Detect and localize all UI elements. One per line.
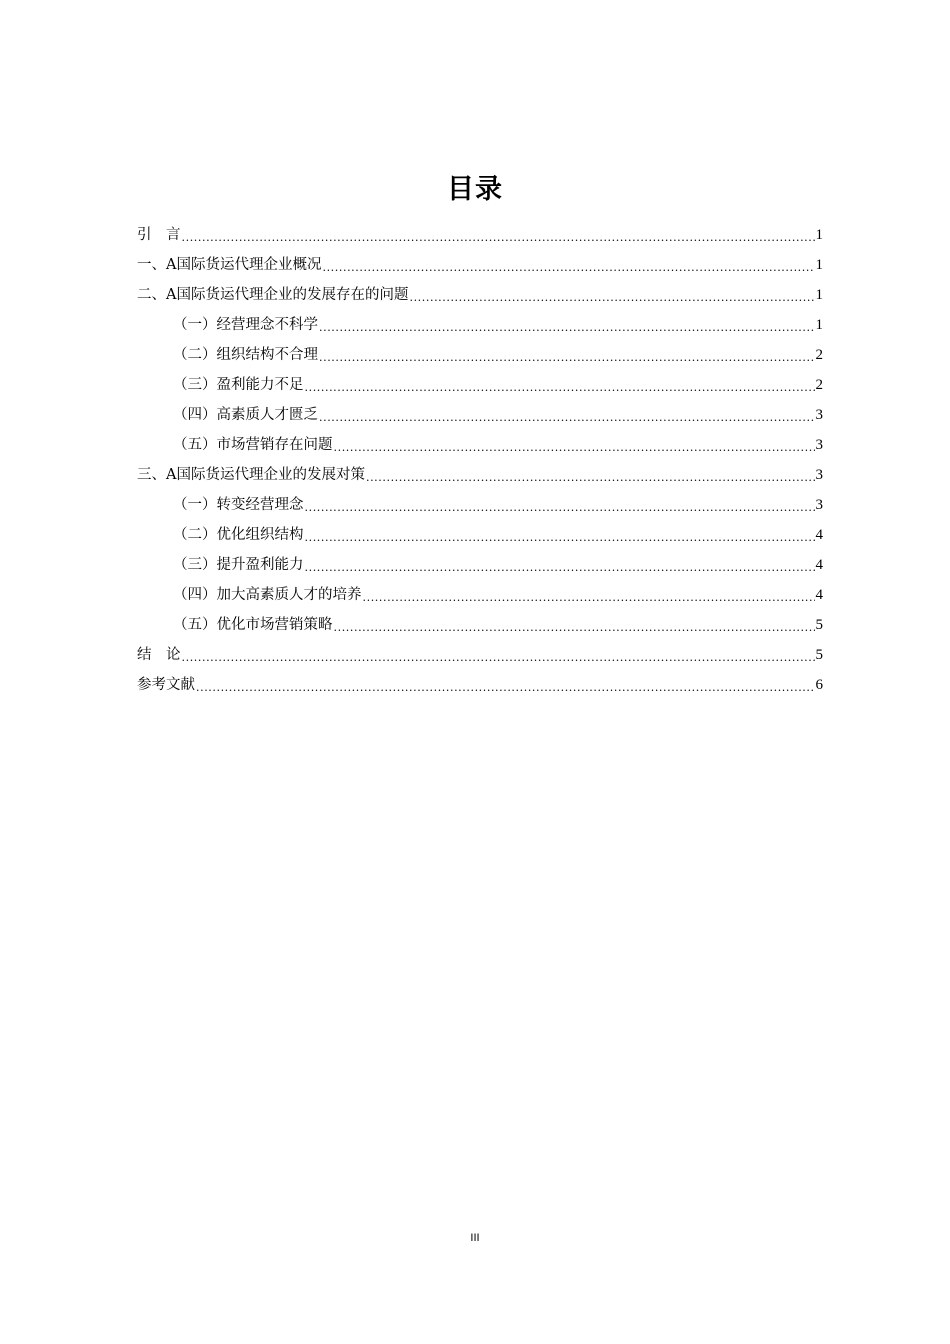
toc-entry-conclusion[interactable] [137, 640, 823, 670]
toc-entry-references[interactable] [137, 670, 823, 700]
toc-leader-dots [319, 310, 815, 340]
toc-page-number: 1 [815, 287, 823, 303]
table-of-contents [137, 220, 823, 700]
toc-page-number: 6 [815, 677, 823, 693]
toc-entry-label: 参考文献 [137, 677, 195, 693]
toc-entry-label: （三）提升盈利能力 [173, 557, 304, 573]
page-number-footer: III [470, 1232, 480, 1244]
toc-page-number: 3 [815, 497, 823, 513]
toc-leader-dots [322, 250, 814, 280]
toc-entry-label: 引 言 [137, 227, 181, 243]
toc-entry-section-3[interactable] [137, 460, 823, 490]
toc-page-number: 3 [815, 467, 823, 483]
toc-entry-section-2[interactable] [137, 280, 823, 310]
toc-page-number: 3 [815, 437, 823, 453]
toc-page-number: 1 [815, 227, 823, 243]
page-title: 目录 [447, 174, 503, 205]
toc-entry-label: （三）盈利能力不足 [173, 377, 304, 393]
toc-leader-dots [366, 460, 815, 490]
toc-entry-section-2-2[interactable] [137, 340, 823, 370]
toc-leader-dots [334, 610, 815, 640]
toc-entry-section-3-2[interactable] [137, 520, 823, 550]
toc-entry-label: 结 论 [137, 647, 181, 663]
toc-page-number: 5 [815, 647, 823, 663]
toc-entry-label: （一）转变经营理念 [173, 497, 304, 513]
toc-leader-dots [305, 370, 815, 400]
toc-leader-dots [319, 400, 815, 430]
toc-entry-label: （二）组织结构不合理 [173, 347, 318, 363]
toc-entry-section-1[interactable] [137, 250, 823, 280]
toc-entry-label: （四）高素质人才匮乏 [173, 407, 318, 423]
toc-entry-section-3-3[interactable] [137, 550, 823, 580]
toc-page-number: 2 [815, 377, 823, 393]
toc-entry-section-2-5[interactable] [137, 430, 823, 460]
toc-leader-dots [363, 580, 815, 610]
toc-page-number: 1 [815, 317, 823, 333]
toc-leader-dots [182, 640, 815, 670]
toc-leader-dots [182, 220, 815, 250]
toc-page-number: 4 [815, 527, 823, 543]
toc-page-number: 4 [815, 587, 823, 603]
toc-page-number: 1 [815, 257, 823, 273]
toc-entry-label: （五）优化市场营销策略 [173, 617, 333, 633]
toc-leader-dots [196, 670, 815, 700]
toc-entry-section-2-4[interactable] [137, 400, 823, 430]
toc-leader-dots [319, 340, 815, 370]
toc-entry-section-2-3[interactable] [137, 370, 823, 400]
toc-page-number: 2 [815, 347, 823, 363]
toc-entry-label: （一）经营理念不科学 [173, 317, 318, 333]
toc-entry-intro[interactable] [137, 220, 823, 250]
toc-leader-dots [409, 280, 814, 310]
toc-entry-section-3-1[interactable] [137, 490, 823, 520]
toc-entry-section-3-5[interactable] [137, 610, 823, 640]
toc-page-number: 3 [815, 407, 823, 423]
toc-page-number: 5 [815, 617, 823, 633]
toc-entry-label: （四）加大高素质人才的培养 [173, 587, 362, 603]
toc-leader-dots [305, 550, 815, 580]
toc-entry-label: （二）优化组织结构 [173, 527, 304, 543]
toc-leader-dots [334, 430, 815, 460]
toc-leader-dots [305, 520, 815, 550]
toc-entry-section-3-4[interactable] [137, 580, 823, 610]
toc-entry-label: 二、A国际货运代理企业的发展存在的问题 [137, 287, 409, 303]
toc-entry-section-2-1[interactable] [137, 310, 823, 340]
toc-entry-label: 三、A国际货运代理企业的发展对策 [137, 467, 365, 483]
toc-leader-dots [305, 490, 815, 520]
toc-entry-label: （五）市场营销存在问题 [173, 437, 333, 453]
toc-page-number: 4 [815, 557, 823, 573]
toc-entry-label: 一、A国际货运代理企业概况 [137, 257, 322, 273]
